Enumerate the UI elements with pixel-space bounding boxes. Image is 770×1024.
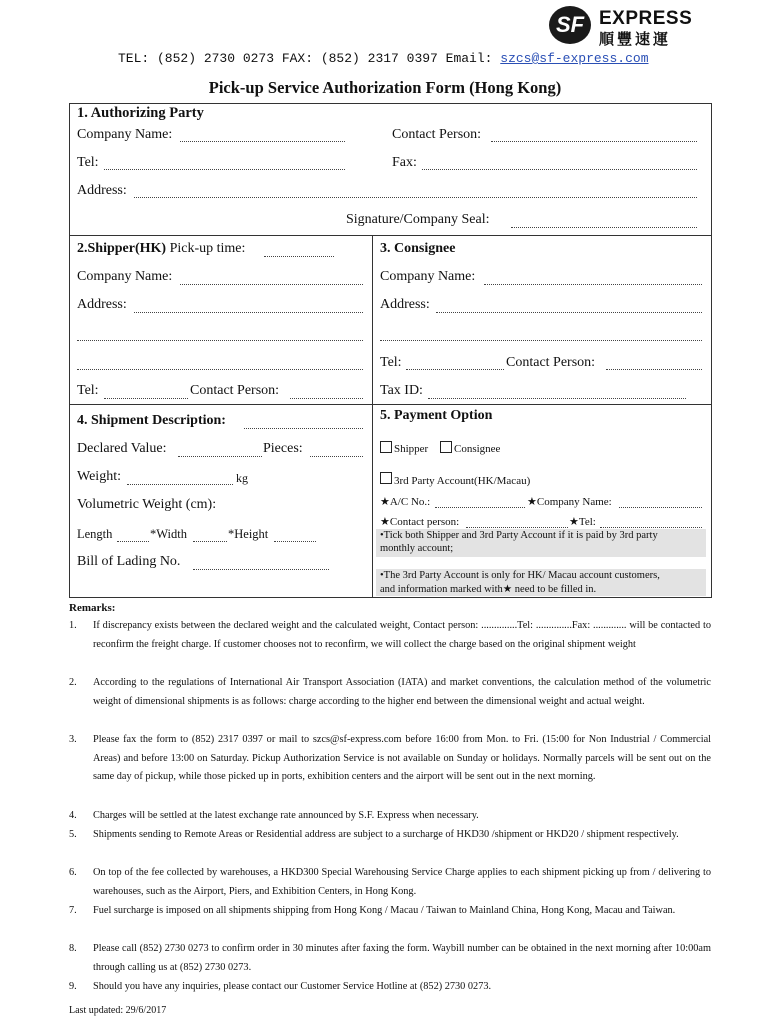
s4-declared-value-label: Declared Value: (77, 441, 167, 456)
s3-heading: 3. Consignee (380, 241, 456, 256)
s3-tel-label: Tel: (380, 355, 402, 370)
s4-weight-field[interactable] (127, 484, 233, 485)
remark-item (69, 978, 711, 997)
remark-number: 5. (69, 829, 77, 840)
remark-text: Shipments sending to Remote Areas or Residential address are subject to a surcharge of HKD30 /shipment or HKD20 / shipment respectively. (93, 829, 679, 840)
s1-address-field[interactable] (134, 197, 697, 198)
remark-number: 4. (69, 810, 77, 821)
s2-pickup-time-field[interactable] (264, 256, 334, 257)
s4-length-label: Length (77, 527, 113, 541)
ac-no-label: ★A/C No.: (380, 496, 431, 508)
s1-company-name-field[interactable] (180, 141, 345, 142)
remark-number: 7. (69, 905, 77, 916)
remark-text: Please call (852) 2730 0273 to confirm order in 30 minutes after faxing the form. Waybill number can be obtained in the next morning after 10:00am through calling us at (852) 2730 0273. (93, 943, 711, 973)
s3-contact-person-field[interactable] (606, 369, 702, 370)
logo-cjk: 順豐速運 (599, 30, 672, 48)
remark-number: 8. (69, 943, 77, 954)
s4-kg-unit: kg (236, 471, 248, 485)
divider (69, 235, 712, 236)
s3-address-label: Address: (380, 297, 430, 312)
s2-address-line3[interactable] (77, 369, 363, 370)
remark-number: 2. (69, 677, 77, 688)
s5-company-name-field[interactable] (619, 507, 702, 508)
s3-tax-id-field[interactable] (428, 398, 686, 399)
third-party-checkbox[interactable] (380, 472, 392, 484)
s2-tel-label: Tel: (77, 383, 99, 398)
s1-contact-person-label: Contact Person: (392, 127, 482, 142)
s2-contact-person-label: Contact Person: (190, 383, 280, 398)
remark-text: Charges will be settled at the latest exchange rate announced by S.F. Express when necessary. (93, 810, 479, 821)
s4-pieces-field[interactable] (310, 456, 363, 457)
shipper-option-label: Shipper (394, 443, 429, 455)
s2-company-name-field[interactable] (180, 284, 363, 285)
s3-address-field[interactable] (436, 312, 702, 313)
s3-tel-field[interactable] (406, 369, 504, 370)
s5-contact-person-field[interactable] (466, 527, 568, 528)
s4-declared-value-field[interactable] (178, 456, 262, 457)
s4-height-label: *Height (228, 527, 269, 541)
s4-heading: 4. Shipment Description: (77, 413, 226, 428)
s3-contact-person-label: Contact Person: (506, 355, 596, 370)
s1-tel-label: Tel: (77, 155, 99, 170)
remark-item (69, 807, 711, 826)
contact-prefix: TEL: (852) 2730 0273 FAX: (852) 2317 0397 Email: (118, 51, 501, 66)
consignee-checkbox[interactable] (440, 441, 452, 453)
s4-volumetric-label: Volumetric Weight (cm): (77, 497, 217, 512)
s1-signature-label: Signature/Company Seal: (346, 212, 490, 227)
form-title: Pick-up Service Authorization Form (Hong Kong) (208, 78, 562, 97)
s4-heading-underline (244, 428, 363, 429)
s2-address-field[interactable] (134, 312, 363, 313)
remark-number: 1. (69, 620, 77, 631)
s2-address-line2[interactable] (77, 340, 363, 341)
remark-item (69, 674, 711, 711)
remark-text: Fuel surcharge is imposed on all shipments shipping from Hong Kong / Macau / Taiwan to Mainland China, Hong Kong, Macau and Taiwan. (93, 905, 676, 916)
remarks-heading: Remarks: (69, 602, 116, 614)
s1-contact-person-field[interactable] (491, 141, 697, 142)
s5-heading: 5. Payment Option (380, 408, 493, 423)
s4-bill-of-lading-label: Bill of Lading No. (77, 554, 181, 569)
s1-fax-label: Fax: (392, 155, 417, 170)
s5-contact-person-label: ★Contact person: (380, 516, 460, 528)
s4-width-label: *Width (150, 527, 187, 541)
s4-height-field[interactable] (274, 541, 316, 542)
s2-contact-person-field[interactable] (290, 398, 363, 399)
section1-heading: 1. Authorizing Party (77, 105, 204, 121)
remark-item (69, 617, 711, 654)
logo-mark: SF (549, 6, 591, 44)
contact-line (118, 51, 649, 66)
s5-tel-label: ★Tel: (569, 516, 596, 528)
s1-signature-field[interactable] (511, 227, 697, 228)
s4-length-field[interactable] (117, 541, 149, 542)
remark-text: Should you have any inquiries, please contact our Customer Service Hotline at (852) 2730 0273. (93, 981, 492, 992)
s1-address-label: Address: (77, 183, 127, 198)
logo-word: EXPRESS (599, 8, 693, 29)
s3-company-name-field[interactable] (484, 284, 702, 285)
sf-express-logo (549, 6, 709, 48)
s2-address-label: Address: (77, 297, 127, 312)
s2-heading-text: 2.Shipper(HK) (77, 241, 167, 256)
s2-company-name-label: Company Name: (77, 269, 173, 284)
remark-text: Please fax the form to (852) 2317 0397 or mail to szcs@sf-express.com before 16:00 from Mon. to Fri. (15:00 for Non Industrial / Commercial Areas) and before 13:00 on Saturday. Pickup Authorization Service is not available on Sunday or holidays. Normally parcels will be sent out on the same day of pickup, while those picked up in ports, exhibition centers and the airport will be sent out in the next morning. (93, 734, 711, 783)
s3-tax-id-label: Tax ID: (380, 383, 423, 398)
s2-pickup-time-label: Pick-up time: (166, 241, 246, 256)
note1-line2: monthly account; (380, 543, 454, 554)
note2-line2: and information marked with★ need to be filled in. (380, 584, 597, 595)
s3-address-line2[interactable] (380, 340, 702, 341)
s1-tel-field[interactable] (104, 169, 345, 170)
remark-item (69, 864, 711, 901)
remark-item (69, 902, 711, 921)
s5-company-name-label: ★Company Name: (527, 496, 612, 508)
s3-company-name-label: Company Name: (380, 269, 476, 284)
remark-text: On top of the fee collected by warehouses, a HKD300 Special Warehousing Service Charge applies to each shipment picking up from / delivering to warehouses, such as the Airport, Piers, and Exhibition Centers, in Hong Kong. (93, 867, 711, 897)
note1-line1: •Tick both Shipper and 3rd Party Account if it is paid by 3rd party (380, 530, 658, 541)
ac-no-field[interactable] (435, 507, 525, 508)
s4-weight-label: Weight: (77, 469, 121, 484)
remark-item (69, 731, 711, 787)
shipper-checkbox[interactable] (380, 441, 392, 453)
column-divider (372, 235, 373, 598)
remark-item (69, 826, 711, 845)
third-party-option-label: 3rd Party Account(HK/Macau) (394, 475, 531, 487)
s1-fax-field[interactable] (422, 169, 697, 170)
s1-company-name-label: Company Name: (77, 127, 173, 142)
s5-tel-field[interactable] (600, 527, 702, 528)
note2-line1: •The 3rd Party Account is only for HK/ Macau account customers, (380, 570, 660, 581)
s4-pieces-label: Pieces: (263, 441, 303, 456)
s4-bill-of-lading-field[interactable] (193, 569, 329, 570)
remark-number: 9. (69, 981, 77, 992)
remark-number: 3. (69, 734, 77, 745)
remark-text: According to the regulations of International Air Transport Association (IATA) and market conventions, the calculation method of the volumetric weight of dimensional shipments is as follows: charge according to the higher end between the dimensional weight and actual weight. (93, 677, 711, 707)
remark-number: 6. (69, 867, 77, 878)
s4-width-field[interactable] (193, 541, 227, 542)
last-updated: Last updated: 29/6/2017 (69, 1005, 167, 1016)
s2-tel-field[interactable] (104, 398, 188, 399)
s2-heading (77, 241, 245, 257)
email-link[interactable]: szcs@sf-express.com (500, 51, 649, 66)
remark-item (69, 940, 711, 977)
remark-text: If discrepancy exists between the declared weight and the calculated weight, Contact person: ..............Tel: ..............Fax: ............. will be contacted to reconfirm the freight charge. If customer chooses not to reconfirm, we will collect the charge based on the original shipment weight (93, 620, 711, 650)
divider (69, 404, 712, 405)
consignee-option-label: Consignee (454, 443, 501, 455)
